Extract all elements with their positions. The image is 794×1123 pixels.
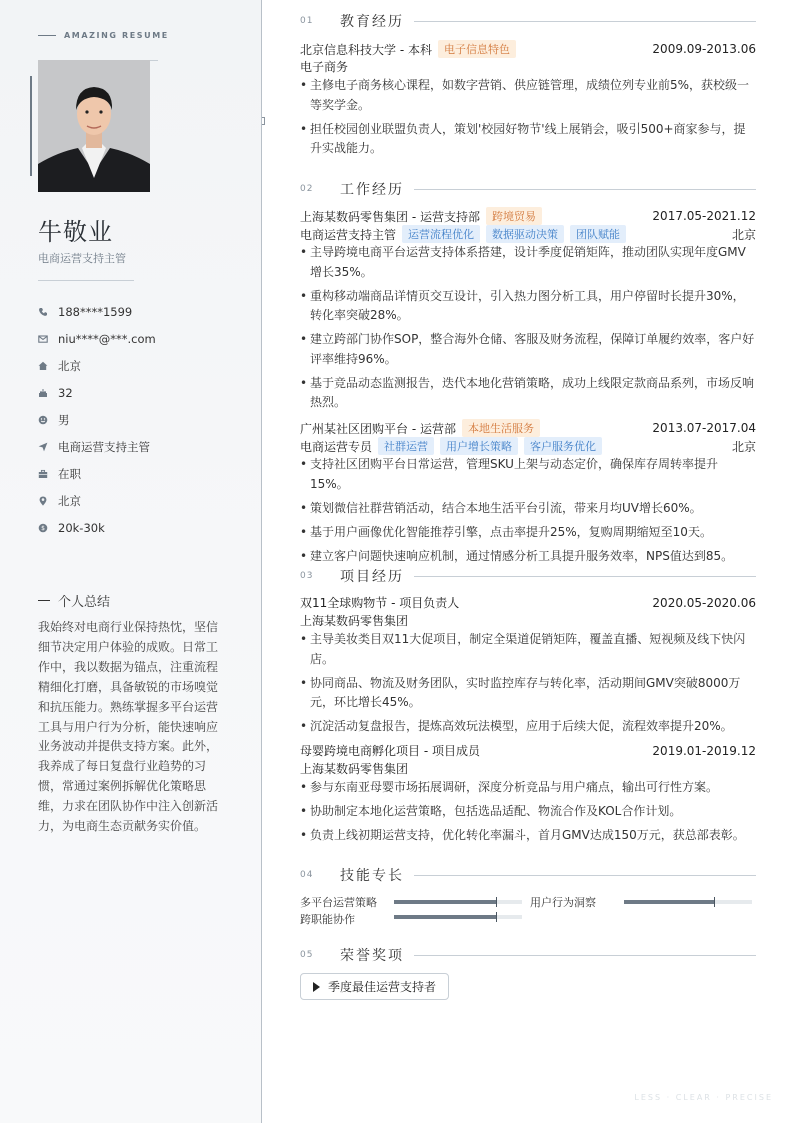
work-2-role: 电商运营专员: [300, 439, 373, 454]
section-number: 03: [300, 571, 314, 581]
info-phone-value: 188****1599: [58, 304, 133, 319]
send-icon: [38, 442, 48, 452]
work-1-header-row: [300, 207, 756, 225]
info-gender-value: 男: [58, 412, 70, 427]
section-number: 01: [300, 16, 314, 26]
work-1-skill-tag: 团队赋能: [570, 225, 626, 243]
summary-text: 我始终对电商行业保持热忱，坚信细节决定用户体验的成败。日常工作中，我以数据为锚点，注重流程精细化打磨，具备敏锐的市场嗅觉和抗压能力。熟练掌握多平台运营工具与用户行为分析，能快速响应业务波动并提供支持方案。此外，我养成了每日复盘行业趋势的习惯，常通过案例拆解优化策略思维，力求在团队协作中注入创新活力，为电商生态贡献务实价值。: [38, 620, 219, 834]
project-1-name: 双11全球购物节 - 项目负责人: [300, 596, 460, 610]
smile-icon: [38, 415, 48, 425]
play-triangle-icon: [313, 982, 320, 992]
work-2-tag: 本地生活服务: [462, 419, 540, 437]
info-status: [38, 460, 156, 487]
person-name: 牛敬业: [38, 218, 113, 246]
list-item: • 担任校园创业联盟负责人，策划'校园好物节'线上展销会，吸引500+商家参与，提升实战能力。: [300, 120, 756, 159]
work-2-city: 北京: [731, 439, 756, 454]
work-1-role: 电商运营支持主管: [300, 227, 397, 242]
education-school: 北京信息科技大学 - 本科: [300, 42, 432, 57]
work-1-role-row: [300, 225, 756, 243]
project-2-bullets: [300, 778, 756, 850]
project-section-header: [300, 566, 756, 586]
project-1-header-row: [300, 594, 756, 611]
list-item: • 协同商品、物流及财务团队，实时监控库存与转化率，活动期间GMV突破8000万元，环比增长45%。: [300, 674, 756, 713]
work-2-skill-tag: 客户服务优化: [524, 437, 602, 455]
list-item: • 建立客户问题快速响应机制，通过情感分析工具提升服务效率，NPS值达到85。: [300, 547, 756, 567]
salary-icon: [38, 523, 48, 533]
education-major: 电子商务: [300, 60, 349, 74]
project-2-name: 母婴跨境电商孵化项目 - 项目成员: [300, 744, 480, 758]
work-1-tag: 跨境贸易: [486, 207, 542, 225]
section-title: 荣誉奖项: [340, 948, 404, 964]
cake-icon: [38, 388, 48, 398]
skill-3-marker: [496, 912, 497, 922]
list-item: • 主导美妆类目双11大促项目，制定全渠道促销矩阵，覆盖直播、短视频及线下快闪店。: [300, 630, 756, 669]
skill-3-bar: [394, 915, 522, 919]
project-2-org: 上海某数码零售集团: [300, 762, 409, 776]
education-tag: 电子信息特色: [438, 40, 516, 58]
project-2-date: 2019.01-2019.12: [652, 743, 756, 758]
info-target-job-value: 电商运营支持主管: [58, 439, 150, 454]
work-2-skill-tag: 用户增长策略: [440, 437, 518, 455]
summary-title: 个人总结: [58, 595, 111, 610]
work-2-header-row: [300, 419, 756, 437]
avatar-portrait: [38, 60, 150, 192]
list-item: • 主修电子商务核心课程，如数字营销、供应链管理，成绩位列专业前5%，获校级一等奖学金。: [300, 76, 756, 115]
list-item: • 负责上线初期运营支持，优化转化率漏斗，首月GMV达成150万元，获总部表彰。: [300, 826, 756, 846]
footer-watermark: LESS · CLEAR · PRECISE: [634, 1093, 773, 1102]
work-1-city: 北京: [731, 227, 756, 242]
skill-2-name: 用户行为洞察: [530, 896, 596, 909]
svg-text:$: $: [41, 524, 45, 532]
skill-2-marker: [714, 897, 715, 907]
section-title: 教育经历: [340, 14, 404, 30]
info-email: [38, 325, 156, 352]
work-1-skill-tag: 运营流程优化: [402, 225, 480, 243]
list-item: • 协助制定本地化运营策略，包括选品适配、物流合作及KOL合作计划。: [300, 802, 756, 822]
skill-1-name: 多平台运营策略: [300, 896, 377, 909]
project-1-org: 上海某数码零售集团: [300, 614, 409, 628]
project-1-org-row: [300, 612, 756, 629]
list-item: • 策划微信社群营销活动，结合本地生活平台引流，带来月均UV增长60%。: [300, 499, 756, 519]
section-title: 项目经历: [340, 569, 404, 585]
avatar: [38, 60, 150, 192]
contact-info-list: [38, 298, 156, 541]
honors-section-header: [300, 945, 756, 965]
education-date: 2009.09-2013.06: [652, 42, 756, 56]
work-1-bullets: [300, 243, 756, 417]
info-salary: [38, 514, 156, 541]
honor-badge: [300, 973, 449, 1000]
list-item: • 建立跨部门协作SOP，整合海外仓储、客服及财务流程，保障订单履约效率，客户好评率维持96%。: [300, 330, 756, 369]
info-expected-city: [38, 487, 156, 514]
info-gender: [38, 406, 156, 433]
skill-2-bar: [624, 900, 752, 904]
section-number: 05: [300, 950, 314, 960]
list-item: • 参与东南亚母婴市场拓展调研，深度分析竞品与用户痛点，输出可行性方案。: [300, 778, 756, 798]
work-2-bullets: [300, 455, 756, 571]
info-email-value: niu****@***.com: [58, 331, 156, 346]
home-icon: [38, 361, 48, 371]
skill-1-marker: [496, 897, 497, 907]
info-phone: [38, 298, 156, 325]
info-location-value: 北京: [58, 358, 81, 373]
work-1-skill-tag: 数据驱动决策: [486, 225, 564, 243]
skills-section-header: [300, 865, 756, 885]
info-salary-value: 20k-30k: [58, 520, 105, 535]
work-2-role-row: [300, 437, 756, 455]
list-item: • 基于用户画像优化智能推荐引擎，点击率提升25%，复购周期缩短至10天。: [300, 523, 756, 543]
info-age: [38, 379, 156, 406]
section-title: 技能专长: [340, 868, 404, 884]
skill-1-fill: [394, 900, 496, 904]
person-title: 电商运营支持主管: [38, 252, 126, 265]
photo-accent-bar: [30, 76, 32, 176]
project-2-header-row: [300, 742, 756, 759]
work-2-skill-tag: 社群运营: [378, 437, 434, 455]
sidebar-edge-marker: [262, 117, 265, 125]
info-target-job: [38, 433, 156, 460]
phone-icon: [38, 307, 48, 317]
work-2-date: 2013.07-2017.04: [652, 421, 756, 435]
education-header-row: [300, 40, 756, 58]
skill-2-fill: [624, 900, 714, 904]
section-number: 02: [300, 184, 314, 194]
work-1-date: 2017.05-2021.12: [652, 209, 756, 223]
work-section-header: [300, 179, 756, 199]
info-expected-city-value: 北京: [58, 493, 81, 508]
info-age-value: 32: [58, 385, 73, 400]
list-item: • 重构移动端商品详情页交互设计，引入热力图分析工具，用户停留时长提升30%，转化率突破28%。: [300, 287, 756, 326]
skill-1-bar: [394, 900, 522, 904]
mail-icon: [38, 334, 48, 344]
work-1-company: 上海某数码零售集团 - 运营支持部: [300, 209, 480, 224]
list-item: • 沉淀活动复盘报告，提炼高效玩法模型，应用于后续大促，流程效率提升20%。: [300, 717, 756, 737]
list-item: • 主导跨境电商平台运营支持体系搭建，设计季度促销矩阵，推动团队实现年度GMV增长35%。: [300, 243, 756, 282]
brand: [38, 31, 169, 40]
title-divider: [38, 280, 134, 281]
section-title: 工作经历: [340, 182, 404, 198]
list-item: • 基于竞品动态监测报告，迭代本地化营销策略，成功上线限定款商品系列，市场反响热烈。: [300, 374, 756, 413]
list-item: • 支持社区团购平台日常运营，管理SKU上架与动态定价，确保库存周转率提升15%。: [300, 455, 756, 494]
info-location: [38, 352, 156, 379]
skill-3-name: 跨职能协作: [300, 913, 355, 926]
education-major-row: [300, 58, 756, 75]
brand-text: AMAZING RESUME: [64, 31, 169, 40]
briefcase-icon: [38, 469, 48, 479]
sidebar: [0, 0, 262, 1123]
skill-3-fill: [394, 915, 496, 919]
section-number: 04: [300, 870, 314, 880]
education-bullets: [300, 76, 756, 163]
project-2-org-row: [300, 760, 756, 777]
honor-label: 季度最佳运营支持者: [328, 980, 437, 994]
project-1-date: 2020.05-2020.06: [652, 595, 756, 610]
location-icon: [38, 496, 48, 506]
project-1-bullets: [300, 630, 756, 741]
work-2-company: 广州某社区团购平台 - 运营部: [300, 421, 456, 436]
education-section-header: [300, 11, 756, 31]
summary-heading: [38, 591, 110, 610]
info-status-value: 在职: [58, 466, 81, 481]
